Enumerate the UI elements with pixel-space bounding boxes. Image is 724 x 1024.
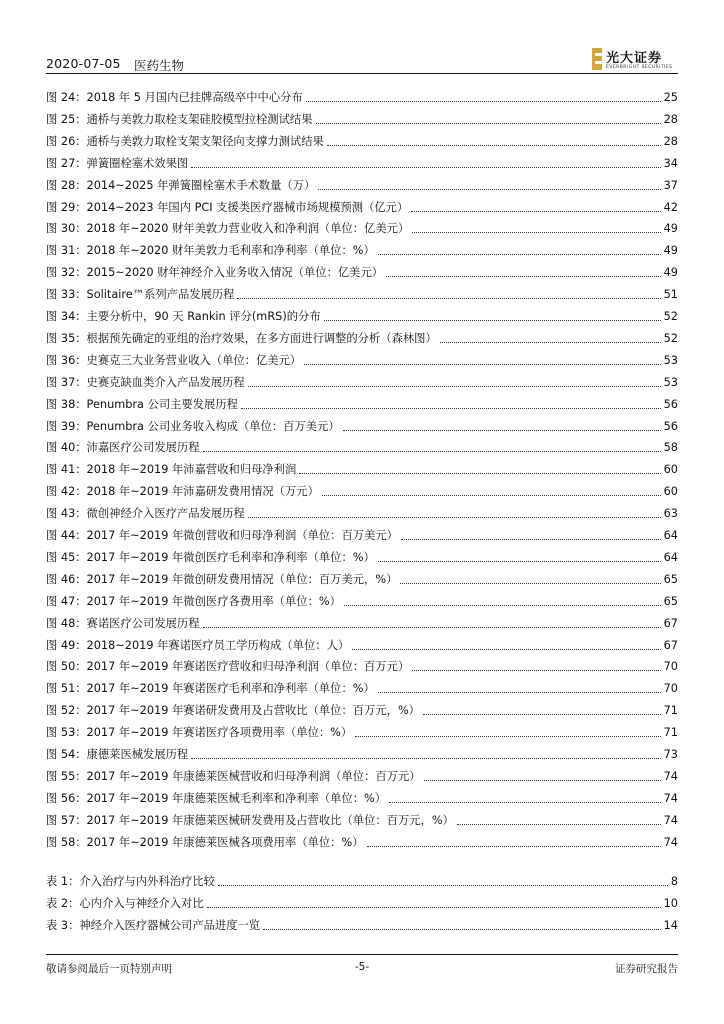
toc-entry-label: 图 46：2017 年~2019 年微创研发费用情况（单位：百万美元，%）	[46, 572, 398, 586]
toc-entry-page: 8	[670, 875, 678, 888]
toc-entry-label: 图 29：2014~2023 年国内 PCI 支援类医疗器械市场规模预测（亿元）	[46, 200, 409, 214]
toc-dot-leader	[248, 386, 661, 387]
toc-entry-label: 图 38：Penumbra 公司主要发展历程	[46, 397, 238, 411]
toc-entry-page: 37	[663, 178, 678, 192]
toc-dot-leader	[306, 101, 661, 102]
toc-dot-leader	[299, 473, 660, 474]
toc-entry-page: 70	[663, 660, 678, 674]
toc-dot-leader	[203, 451, 661, 452]
toc-entry-label: 图 57：2017 年~2019 年康德莱医械研发费用及占营收比（单位：百万元，%）	[46, 813, 454, 827]
toc-entry-page: 28	[663, 112, 678, 126]
toc-dot-leader	[386, 276, 661, 277]
toc-figure-entry[interactable]	[46, 306, 678, 324]
toc-figure-entry[interactable]	[46, 766, 678, 784]
toc-dot-leader	[343, 430, 661, 431]
everbright-logo	[592, 46, 678, 74]
toc-figure-entry[interactable]	[46, 481, 678, 499]
toc-dot-leader	[378, 561, 661, 562]
toc-figure-entry[interactable]	[46, 569, 678, 587]
toc-figure-entry[interactable]	[46, 459, 678, 477]
toc-entry-label: 图 26：通桥与美敦力取栓支架支架径向支撑力测试结果	[46, 134, 324, 148]
toc-table-entry[interactable]	[46, 893, 678, 911]
toc-figure-entry[interactable]	[46, 788, 678, 806]
toc-entry-page: 60	[663, 463, 678, 477]
toc-entry-page: 53	[663, 375, 678, 389]
toc-entry-page: 56	[663, 397, 678, 411]
toc-entry-label: 图 39：Penumbra 公司业务收入构成（单位：百万美元）	[46, 419, 340, 433]
toc-entry-page: 64	[663, 529, 678, 542]
toc-entry-page: 42	[663, 200, 678, 214]
toc-dot-leader	[248, 517, 661, 518]
toc-entry-label: 图 56：2017 年~2019 年康德莱医械毛利率和净利率（单位：%）	[46, 791, 387, 805]
toc-figure-entry[interactable]	[46, 525, 678, 543]
toc-figure-entry[interactable]	[46, 328, 678, 346]
toc-entry-label: 图 30：2018 年~2020 财年美敦力营业收入和净利润（单位：亿美元）	[46, 222, 410, 236]
toc-entry-label: 图 48：赛诺医疗公司发展历程	[46, 616, 200, 630]
toc-entry-page: 10	[663, 896, 678, 910]
toc-dot-leader	[316, 123, 661, 124]
toc-figure-entry[interactable]	[46, 700, 678, 718]
toc-figure-entry[interactable]	[46, 503, 678, 521]
toc-dot-leader	[424, 780, 661, 781]
toc-dot-leader	[322, 495, 661, 496]
toc-entry-page: 71	[663, 726, 678, 740]
toc-figure-entry[interactable]	[46, 635, 678, 653]
toc-dot-leader	[411, 211, 660, 212]
toc-entry-page: 51	[663, 288, 678, 302]
toc-dot-leader	[241, 408, 661, 409]
toc-figure-entry[interactable]	[46, 591, 678, 609]
toc-figure-entry[interactable]	[46, 175, 678, 193]
toc-entry-label: 图 31：2018 年~2020 财年美敦力毛利率和净利率（单位：%）	[46, 244, 375, 258]
toc-entry-page: 25	[663, 91, 678, 104]
toc-entry-label: 图 24：2018 年 5 月国内已挂牌高级卒中中心分布	[46, 91, 303, 104]
toc-figure-entry[interactable]	[46, 284, 678, 302]
toc-figure-entry[interactable]	[46, 744, 678, 762]
toc-entry-page: 64	[663, 550, 678, 564]
footer-page-number: -5-	[354, 961, 370, 973]
toc-entry-label: 图 36：史赛克三大业务营业收入（单位：亿美元）	[46, 353, 302, 367]
toc-entry-page: 53	[663, 353, 678, 367]
toc-dot-leader	[318, 189, 660, 190]
toc-dot-leader	[352, 649, 660, 650]
toc-entry-page: 63	[663, 507, 678, 521]
toc-entry-label: 图 28：2014~2025 年弹簧圈栓塞术手术数量（万）	[46, 178, 316, 192]
toc-entry-page: 58	[663, 441, 678, 455]
toc-dot-leader	[327, 145, 661, 146]
toc-figure-entry[interactable]	[46, 656, 678, 674]
toc-dot-leader	[324, 320, 661, 321]
page-footer	[46, 961, 678, 977]
toc-dot-leader	[191, 167, 660, 168]
toc-figure-entry[interactable]	[46, 153, 678, 171]
toc-entry-label: 图 37：史赛克缺血类介入产品发展历程	[46, 375, 245, 389]
toc-entry-label: 图 40：沛嘉医疗公司发展历程	[46, 441, 200, 455]
toc-entry-label: 图 51：2017 年~2019 年赛诺医疗毛利率和净利率（单位：%）	[46, 682, 375, 696]
report-date: 2020-07-05	[46, 56, 121, 71]
toc-dot-leader	[401, 539, 661, 540]
footer-divider	[46, 954, 678, 955]
toc-figure-entry[interactable]	[46, 678, 678, 696]
toc-entry-label: 图 41：2018 年~2019 年沛嘉营收和归母净利润	[46, 463, 297, 477]
toc-entry-page: 52	[663, 331, 678, 345]
toc-figure-entry[interactable]	[46, 547, 678, 565]
toc-dot-leader	[440, 342, 661, 343]
toc-figure-entry[interactable]	[46, 131, 678, 149]
toc-figure-entry[interactable]	[46, 372, 678, 390]
toc-entry-label: 图 54：康德莱医械发展历程	[46, 748, 189, 761]
toc-entry-label: 表 2：心内介入与神经介入对比	[46, 896, 204, 910]
toc-entry-page: 52	[663, 310, 678, 323]
toc-figure-entry[interactable]	[46, 240, 678, 258]
toc-dot-leader	[191, 758, 660, 759]
toc-figure-entry[interactable]	[46, 394, 678, 412]
toc-entry-page: 28	[663, 134, 678, 148]
toc-entry-label: 图 25：通桥与美敦力取栓支架硅胶模型拉栓测试结果	[46, 112, 313, 126]
toc-entry-page: 65	[663, 572, 678, 586]
toc-figure-entry[interactable]	[46, 832, 678, 850]
toc-figure-entry[interactable]	[46, 722, 678, 740]
toc-dot-leader	[207, 907, 661, 908]
toc-dot-leader	[423, 714, 661, 715]
logo-brand-en: EVERBRIGHT SECURITIES	[606, 65, 673, 70]
page-header	[46, 46, 678, 76]
toc-entry-page: 73	[663, 748, 678, 761]
logo-brand-cn: 光大证券	[606, 51, 663, 66]
toc-entry-page: 67	[663, 616, 678, 630]
toc-entry-label: 图 35：根据预先确定的亚组的治疗效果，在多方面进行调整的分析（森林图）	[46, 331, 437, 345]
toc-dot-leader	[237, 298, 660, 299]
toc-entry-page: 71	[663, 704, 678, 718]
toc-entry-page: 60	[663, 485, 678, 499]
toc-dot-leader	[263, 929, 661, 930]
toc-entry-label: 图 44：2017 年~2019 年微创营收和归母净利润（单位：百万美元）	[46, 529, 398, 542]
toc-entry-page: 74	[663, 791, 678, 805]
toc-entry-label: 图 42：2018 年~2019 年沛嘉研发费用情况（万元）	[46, 485, 319, 499]
toc-dot-leader	[378, 692, 661, 693]
toc-entry-label: 图 55：2017 年~2019 年康德莱医械营收和归母净利润（单位：百万元）	[46, 769, 421, 783]
toc-figure-entry[interactable]	[46, 87, 678, 105]
header-divider	[46, 73, 678, 74]
toc-entry-label: 图 27：弹簧圈栓塞术效果图	[46, 156, 189, 170]
toc-entry-page: 49	[663, 244, 678, 258]
toc-dot-leader	[203, 627, 661, 628]
toc-figure-entry[interactable]	[46, 613, 678, 631]
toc-dot-leader	[400, 583, 660, 584]
toc-entry-page: 49	[663, 266, 678, 280]
toc-entry-page: 49	[663, 222, 678, 236]
toc-entry-page: 74	[663, 769, 678, 783]
toc-entry-page: 34	[663, 156, 678, 170]
toc-entry-page: 70	[663, 682, 678, 696]
toc-entry-page: 74	[663, 835, 678, 849]
toc-table-entry[interactable]	[46, 915, 678, 933]
toc-table-entry[interactable]	[46, 871, 678, 889]
toc-dot-leader	[304, 364, 660, 365]
toc-entry-page: 65	[663, 594, 678, 608]
toc-figure-entry[interactable]	[46, 218, 678, 236]
toc-entry-label: 图 53：2017 年~2019 年赛诺医疗各项费用率（单位：%）	[46, 726, 353, 740]
toc-entry-page: 74	[663, 813, 678, 827]
toc-entry-label: 表 3：神经介入医疗器械公司产品进度一览	[46, 918, 261, 932]
toc-figure-entry[interactable]	[46, 437, 678, 455]
toc-dot-leader	[367, 846, 661, 847]
toc-dot-leader	[389, 802, 661, 803]
toc-entry-page: 56	[663, 419, 678, 433]
toc-figure-entry[interactable]	[46, 350, 678, 368]
toc-figure-entry[interactable]	[46, 109, 678, 127]
toc-entry-page: 14	[663, 918, 678, 932]
toc-dot-leader	[344, 605, 661, 606]
toc-entry-label: 图 43：微创神经介入医疗产品发展历程	[46, 507, 245, 521]
footer-disclaimer: 敬请参阅最后一页特别声明	[46, 963, 172, 975]
toc-entry-label: 图 49：2018~2019 年赛诺医疗员工学历构成（单位：人）	[46, 638, 350, 652]
toc-figure-entry[interactable]	[46, 262, 678, 280]
toc-entry-page: 67	[663, 638, 678, 652]
toc-dot-leader	[355, 736, 660, 737]
toc-entry-label: 图 32：2015~2020 财年神经介入业务收入情况（单位：亿美元）	[46, 266, 384, 280]
toc-figure-entry[interactable]	[46, 197, 678, 215]
toc-figure-entry[interactable]	[46, 810, 678, 828]
logo-e-icon	[592, 48, 602, 70]
toc-dot-leader	[457, 824, 661, 825]
toc-entry-label: 图 34：主要分析中，90 天 Rankin 评分(mRS)的分布	[46, 310, 321, 323]
toc-dot-leader	[378, 254, 661, 255]
toc-entry-label: 图 47：2017 年~2019 年微创医疗各费用率（单位：%）	[46, 594, 341, 608]
footer-report-type: 证券研究报告	[615, 963, 678, 975]
toc-entry-label: 图 50：2017 年~2019 年赛诺医疗营收和归母净利润（单位：百万元）	[46, 660, 410, 674]
toc-entry-label: 图 33：Solitaire™系列产品发展历程	[46, 288, 235, 302]
toc-figure-entry[interactable]	[46, 416, 678, 434]
toc-entry-label: 表 1：介入治疗与内外科治疗比较	[46, 875, 215, 888]
toc-dot-leader	[218, 885, 668, 886]
toc-entry-label: 图 58：2017 年~2019 年康德莱医械各项费用率（单位：%）	[46, 835, 364, 849]
toc-entry-label: 图 45：2017 年~2019 年微创医疗毛利率和净利率（单位：%）	[46, 550, 375, 564]
report-sector: 医药生物	[134, 58, 185, 73]
toc-dot-leader	[412, 670, 660, 671]
toc-dot-leader	[412, 232, 660, 233]
toc-entry-label: 图 52：2017 年~2019 年赛诺研发费用及占营收比（单位：百万元，%）	[46, 704, 420, 718]
